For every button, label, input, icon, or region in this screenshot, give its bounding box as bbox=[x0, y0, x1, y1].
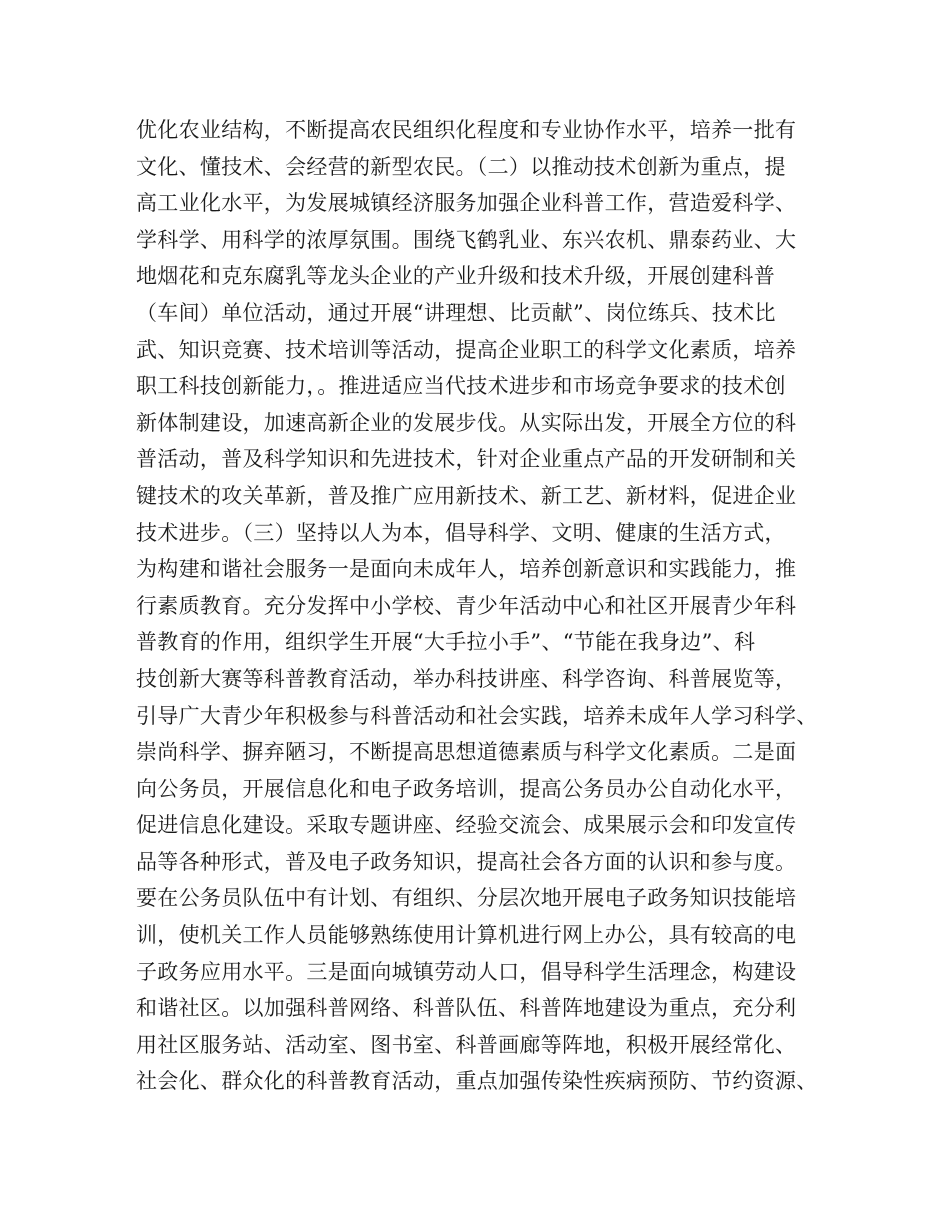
text-line: （车间）单位活动，通过开展“讲理想、比贡献”、岗位练兵、技术比 bbox=[136, 300, 776, 325]
text-line: 品等各种形式，普及电子政务知识，提高社会各方面的认识和参与度。 bbox=[136, 849, 797, 874]
text-line: 优化农业结构，不断提高农民组织化程度和专业协作水平，培养一批有 bbox=[136, 118, 797, 142]
text-line: 技创新大赛等科普教育活动，举办科技讲座、科学咨询、科普展览等， bbox=[136, 666, 797, 691]
text-line: 行素质教育。充分发挥中小学校、青少年活动中心和社区开展青少年科 bbox=[136, 593, 797, 618]
text-line: 为构建和谐社会服务一是面向未成年人，培养创新意识和实践能力，推 bbox=[136, 557, 797, 582]
text-line: 键技术的攻关革新，普及推广应用新技术、新工艺、新材料，促进企业 bbox=[136, 483, 797, 508]
text-line: 引导广大青少年积极参与科普活动和社会实践，培养未成年人学习科学、 bbox=[136, 703, 818, 728]
text-line: 子政务应用水平。三是面向城镇劳动人口，倡导科学生活理念，构建设 bbox=[136, 959, 797, 984]
text-line: 用社区服务站、活动室、图书室、科普画廊等阵地，积极开展经常化、 bbox=[136, 1032, 797, 1057]
text-line: 学科学、用科学的浓厚氛围。围绕飞鹤乳业、东兴农机、鼎泰药业、大 bbox=[136, 227, 797, 252]
text-line: 职工科技创新能力，。推进适应当代技术进步和市场竞争要求的技术创 bbox=[136, 374, 786, 399]
text-line: 高工业化水平，为发展城镇经济服务加强企业科普工作，营造爱科学、 bbox=[136, 191, 797, 216]
text-line: 促进信息化建设。采取专题讲座、经验交流会、成果展示会和印发宣传 bbox=[136, 813, 797, 838]
text-line: 文化、懂技术、会经营的新型农民。（二）以推动技术创新为重点，提 bbox=[136, 154, 786, 179]
text-line: 技术进步。（三）坚持以人为本，倡导科学、文明、健康的生活方式， bbox=[136, 520, 786, 545]
text-line: 训，使机关工作人员能够熟练使用计算机进行网上办公，具有较高的电 bbox=[136, 923, 797, 948]
text-line: 和谐社区。以加强科普网络、科普队伍、科普阵地建设为重点，充分利 bbox=[136, 996, 797, 1021]
text-line: 向公务员，开展信息化和电子政务培训，提高公务员办公自动化水平， bbox=[136, 776, 797, 801]
text-line: 普活动，普及科学知识和先进技术，针对企业重点产品的开发研制和关 bbox=[136, 447, 797, 472]
text-line: 新体制建设，加速高新企业的发展步伐。从实际出发，开展全方位的科 bbox=[136, 410, 797, 435]
text-line: 普教育的作用，组织学生开展“大手拉小手”、“节能在我身边”、科 bbox=[136, 630, 756, 655]
text-line: 要在公务员队伍中有计划、有组织、分层次地开展电子政务知识技能培 bbox=[136, 886, 797, 911]
text-line: 社会化、群众化的科普教育活动，重点加强传染性疾病预防、节约资源、 bbox=[136, 1069, 818, 1094]
text-line: 崇尚科学、摒弃陋习，不断提高思想道德素质与科学文化素质。二是面 bbox=[136, 740, 797, 765]
text-line: 武、知识竞赛、技术培训等活动，提高企业职工的科学文化素质，培养 bbox=[136, 337, 797, 362]
text-line: 地烟花和克东腐乳等龙头企业的产业升级和技术升级，开展创建科普 bbox=[136, 264, 775, 289]
body-text bbox=[136, 112, 846, 1100]
